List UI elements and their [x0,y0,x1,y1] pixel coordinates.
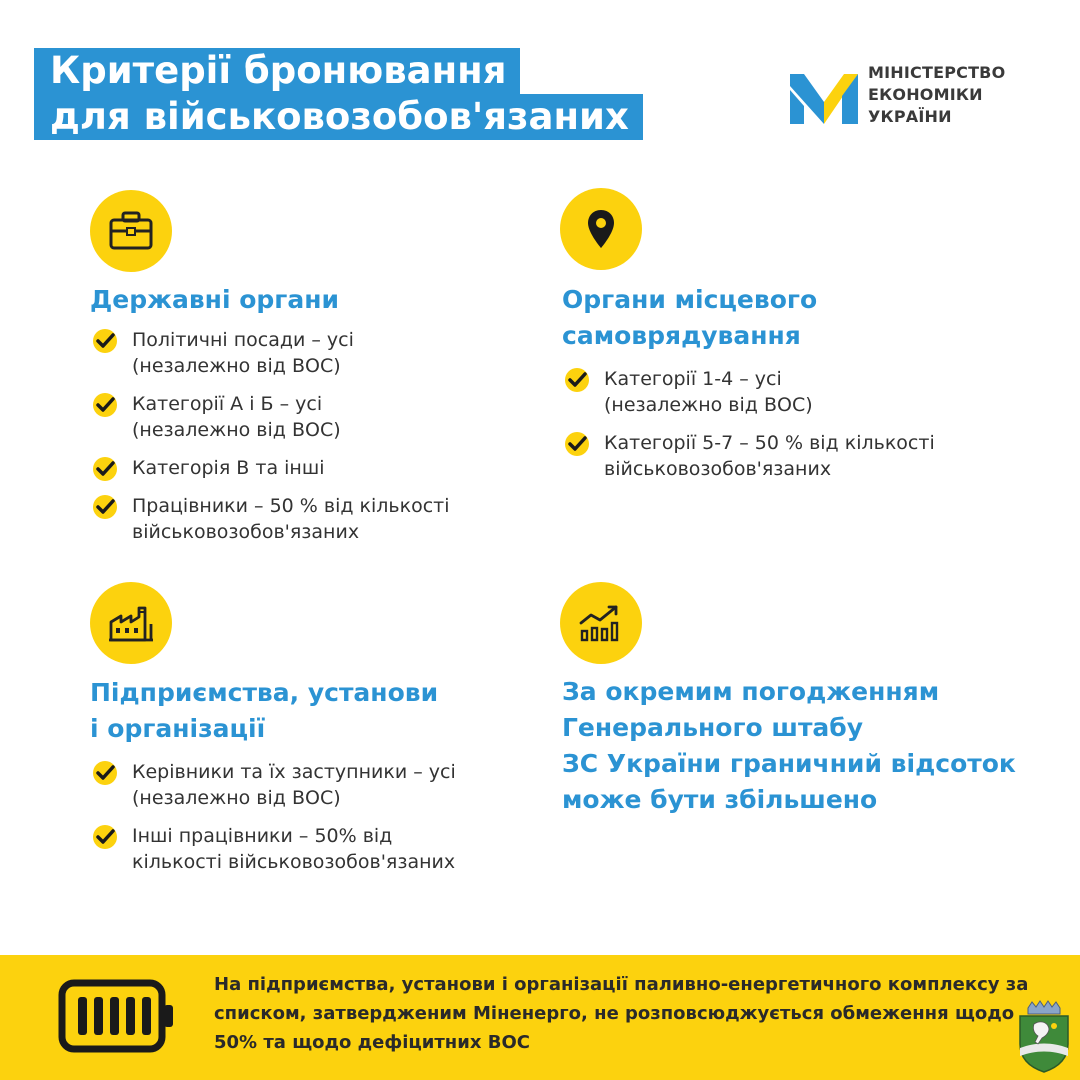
location-pin-icon [560,188,642,270]
check-icon [564,431,590,457]
page-title-line-1: Критерії бронювання [34,48,520,94]
check-icon [92,392,118,418]
check-icon [92,824,118,850]
list-item: Категорії А і Б – усі (незалежно від ВОС) [92,391,512,443]
local-government-title: Органи місцевого самоврядування [562,285,818,350]
check-icon [92,456,118,482]
check-icon [92,328,118,354]
list-item: Працівники – 50 % від кількості військовозобов'язаних [92,493,512,545]
footer-text: На підприємства, установи і організації паливно-енергетичного комплексу за списком, затвердженим Міненерго, не розповсюджується обмеження щодо 50% та щодо дефіцитних ВОС [214,974,1029,1053]
local-government-list [564,366,1014,494]
state-bodies-title: Державні органи [90,285,340,314]
enterprises-title: Підприємства, установи і організації [90,678,439,743]
list-item: Категорії 5-7 – 50 % від кількості військовозобов'язаних [564,430,1014,482]
ministry-logo [790,62,1040,128]
ministry-logo-line-3: УКРАЇНИ [868,107,952,126]
state-bodies-list [92,327,512,557]
list-item: Керівники та їх заступники – усі (незалежно від ВОС) [92,759,522,811]
check-icon [92,494,118,520]
general-staff-note: За окремим погодженням Генерального штабу ЗС України граничний відсоток може бути збільшено [562,677,1016,814]
factory-icon [90,582,172,664]
footer-banner [0,955,1080,1080]
battery-icon [58,975,178,1057]
list-item: Категорії 1-4 – усі (незалежно від ВОС) [564,366,1014,418]
page-title-line-2: для військовозобов'язаних [34,94,643,140]
ministry-logo-line-2: ЕКОНОМІКИ [868,85,983,104]
briefcase-icon [90,190,172,272]
check-icon [564,367,590,393]
ministry-logo-line-1: МІНІСТЕРСТВО [868,63,1006,82]
enterprises-list [92,759,522,887]
growth-chart-icon [560,582,642,664]
list-item: Інші працівники – 50% від кількості військовозобов'язаних [92,823,522,875]
list-item: Політичні посади – усі (незалежно від ВОС) [92,327,512,379]
check-icon [92,760,118,786]
page-title [34,48,643,140]
list-item: Категорія В та інші [92,455,512,481]
ministry-logo-mark-icon [790,66,858,124]
coat-of-arms-icon [1016,1000,1072,1074]
ministry-logo-text [868,62,1005,128]
